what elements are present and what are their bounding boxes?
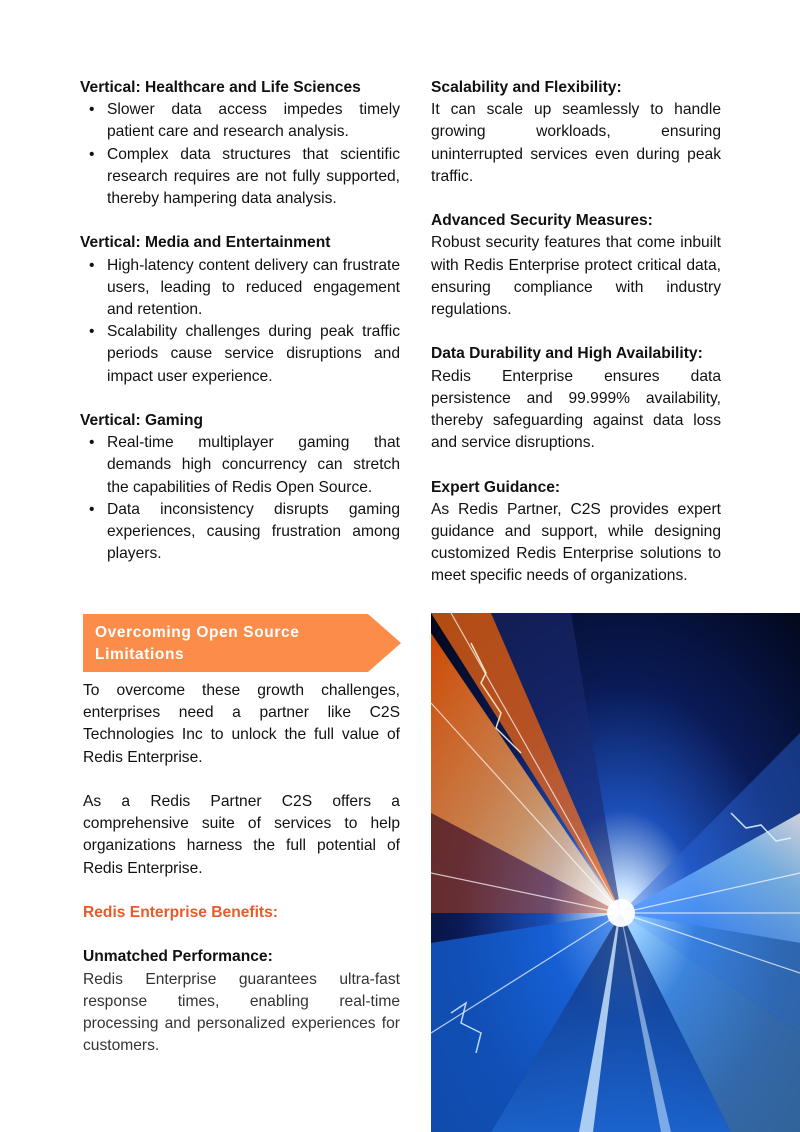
benefit-text: Redis Enterprise guarantees ultra-fast response times, enabling real-time processing and personalized experiences for customers. [83,970,400,1055]
banner-title: Overcoming Open Source Limitations [95,624,300,663]
feature-title: Expert Guidance: [431,478,561,496]
benefits-heading: Redis Enterprise Benefits: [83,904,278,921]
feature-title: Scalability and Flexibility: [431,79,622,96]
intro-paragraph: To overcome these growth challenges, enterprises need a partner like C2S Technologies Inc to unlock the full value of Redis Enterprise. [83,682,400,766]
feature-text: Robust security features that come inbuilt with Redis Enterprise protect critical data, ensuring compliance with industry regulations. [431,234,721,319]
lower-left-content [83,680,400,1057]
right-column [431,77,721,588]
list-item: • Complex data structures that scientific research requires are not fully supported, thereby hampering data analysis. [80,144,400,211]
partner-paragraph: As a Redis Partner C2S offers a comprehensive suite of services to help organizations harness the full potential of Redis Enterprise. [83,793,400,877]
media-bullet-list [80,255,400,388]
section-heading-healthcare: Vertical: Healthcare and Life Sciences [80,79,361,96]
feature-text: As Redis Partner, C2S provides expert guidance and support, while designing customized Redis Enterprise solutions to meet specific needs of organizations. [431,500,721,585]
gaming-bullet-list [80,432,400,565]
light-streaks-graphic [431,613,800,1132]
healthcare-bullet-list [80,99,400,210]
left-column [80,77,400,565]
feature-text: It can scale up seamlessly to handle growing workloads, ensuring uninterrupted services even during peak traffic. [431,101,721,185]
hero-speed-image [431,613,800,1132]
feature-text: Redis Enterprise ensures data persistence and 99.999% availability, thereby safeguarding against data loss and service disruptions. [431,367,721,452]
list-item: • Slower data access impedes timely patient care and research analysis. [80,99,400,143]
list-item: • Scalability challenges during peak traffic periods cause service disruptions and impact user experience. [80,321,400,388]
section-heading-gaming: Vertical: Gaming [80,412,204,430]
list-item: • Real-time multiplayer gaming that demands high concurrency can stretch the capabilities of Redis Open Source. [80,432,400,499]
feature-title: Data Durability and High Availability: [431,345,703,363]
section-heading-media: Vertical: Media and Entertainment [80,234,331,252]
list-item: • Data inconsistency disrupts gaming experiences, causing frustration among players. [80,499,400,566]
feature-title: Advanced Security Measures: [431,212,653,230]
benefit-title: Unmatched Performance: [83,948,273,966]
section-banner [83,614,401,672]
list-item: • High-latency content delivery can frustrate users, leading to reduced engagement and retention. [80,255,400,322]
